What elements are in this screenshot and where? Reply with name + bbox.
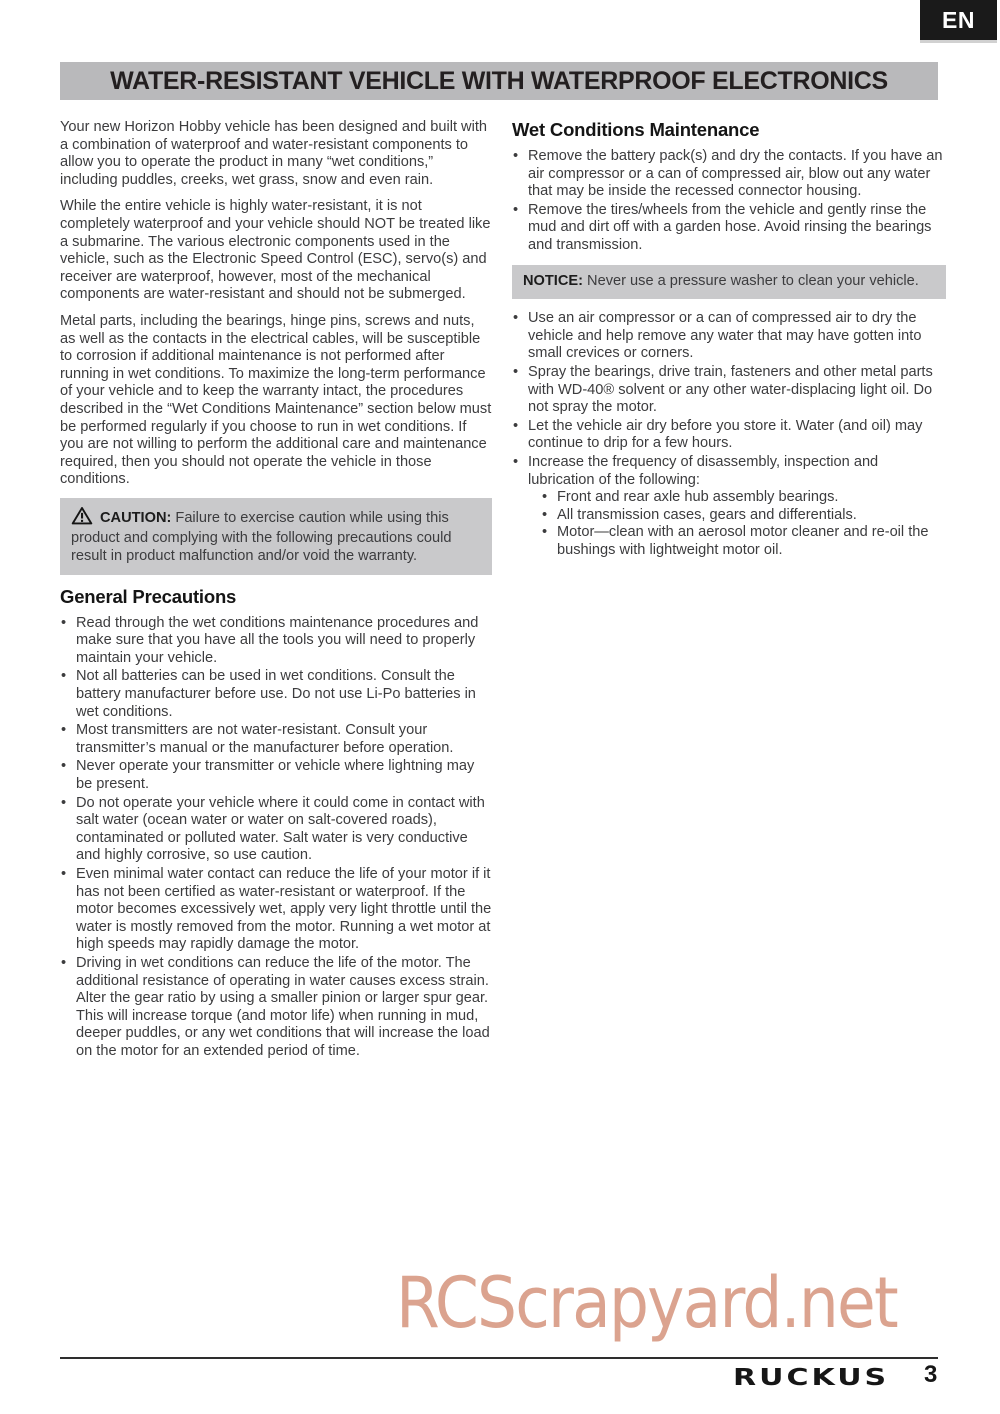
wet-conditions-heading: Wet Conditions Maintenance [512,119,760,140]
list-item-text: Not all batteries can be used in wet conditions. Consult the battery manufacturer before use. Do not use Li-Po batteries in wet conditions. [76,668,476,720]
sub-list-item-text: Front and rear axle hub assembly bearings. [557,489,839,506]
notice-box [512,265,946,300]
list-item-text: Most transmitters are not water-resistant. Consult your transmitter’s manual or the manufacturer before operation. [76,722,454,756]
list-item-text: Do not operate your vehicle where it could come in contact with salt water (ocean water or water on salt-covered roads), contaminated or polluted water. Salt water is very conductive and highly corrosive, so use caution. [76,794,485,864]
left-column [60,119,492,1062]
notice-label: NOTICE: [523,272,583,289]
list-item [60,668,492,721]
list-item [60,866,492,954]
general-precautions-list [60,615,492,1061]
brand-logo: RUCKUS [733,1364,890,1392]
list-item-text: Remove the battery pack(s) and dry the contacts. If you have an air compressor or a can of compressed air, blow out any water that may be inside the recessed connector housing. [528,148,943,200]
caution-text: Failure to exercise caution while using this product and complying with the following precautions could result in product malfunction and/or void the warranty. [71,509,452,565]
list-item-text: Use an air compressor or a can of compressed air to dry the vehicle and help remove any water that may have gotten into small crevices or corners. [528,310,922,362]
list-item [512,364,946,417]
list-item [512,202,946,255]
list-item [512,148,946,201]
footer-divider [60,1357,938,1359]
list-item-text: Let the vehicle air dry before you store it. Water (and oil) may continue to drip for a few hours. [528,417,923,452]
wet-conditions-list-top [512,148,946,255]
list-item [60,615,492,668]
list-item-text: Increase the frequency of disassembly, inspection and lubrication of the following: [528,453,879,488]
language-badge [920,0,997,40]
intro-paragraph-3: Metal parts, including the bearings, hinge pins, screws and nuts, as well as the contacts in the electrical cables, will be susceptible to corrosion if additional maintenance is not performed after running in wet conditions. To maximize the long-term performance of your vehicle and to keep the warranty intact, the procedures described in the “Wet Conditions Maintenance” section below must be performed regularly if you choose to run in wet conditions. If you are not willing to perform the additional care and maintenance required, then you should not operate the vehicle in those conditions. [60,312,492,488]
lubrication-sub-list [541,489,946,559]
notice-text: Never use a pressure washer to clean your vehicle. [583,272,919,289]
list-item [60,722,492,757]
caution-box [60,498,492,575]
list-item [512,310,946,363]
list-item-text: Remove the tires/wheels from the vehicle and gently rinse the mud and dirt off with a garden hose. Avoid rinsing the bearings and transmission. [528,201,932,253]
page-title-text: WATER-RESISTANT VEHICLE WITH WATERPROOF ELECTRONICS [110,66,888,95]
list-item-text: Driving in wet conditions can reduce the life of the motor. The additional resistance of operating in water causes excess strain. Alter the gear ratio by using a smaller pinion or larger spur gear. This will increase torque (and motor life) when running in mud, deeper puddles, or any wet conditions that will increase the load on the motor for an extended period of time. [76,954,490,1059]
sub-list-item-text: All transmission cases, gears and differentials. [557,506,857,523]
intro-paragraph-1: Your new Horizon Hobby vehicle has been designed and built with a combination of waterproof and water-resistant components to allow you to operate the product in many “wet conditions,” including puddles, creeks, wet grass, snow and even rain. [60,119,488,188]
right-column [512,119,946,560]
list-item [512,454,946,560]
sub-list-item-text: Motor—clean with an aerosol motor cleaner and re-oil the bushings with lightweight motor oil. [557,524,929,558]
list-item-text: Spray the bearings, drive train, fasteners and other metal parts with WD-40® solvent or any other water-displacing light oil. Do not spray the motor. [528,363,933,416]
language-badge-label: EN [942,6,975,33]
warning-triangle-icon [71,506,93,531]
page-title [60,62,938,100]
sub-list-item [541,524,946,559]
list-item-text: Read through the wet conditions maintenance procedures and make sure that you have all the tools you will need to properly maintain your vehicle. [76,614,479,666]
wet-conditions-list-bottom [512,310,946,559]
intro-paragraph-2: While the entire vehicle is highly water-resistant, it is not completely waterproof and your vehicle should NOT be treated like a submarine. The various electronic components used in the vehicle, such as the Electronic Speed Control (ESC), servo(s) and receiver are waterproof, however, most of the mechanical components are water-resistant and should not be submerged. [60,198,491,303]
list-item [512,418,946,453]
list-item [60,758,492,793]
list-item-text: Never operate your transmitter or vehicle where lightning may be present. [76,758,475,792]
caution-label: CAUTION: [100,509,172,526]
page-number: 3 [924,1361,938,1388]
sub-list-item [541,489,946,507]
list-item [60,795,492,865]
list-item-text: Even minimal water contact can reduce the life of your motor if it has not been certified as water-resistant or waterproof. If the motor becomes excessively wet, apply very light throttle until the water is mostly removed from the motor. Running a wet motor at high speeds may rapidly damage the motor. [76,865,492,953]
general-precautions-heading: General Precautions [60,585,237,607]
list-item [60,955,492,1061]
watermark: RCScrapyard.net [396,1262,897,1344]
sub-list-item [541,507,946,525]
